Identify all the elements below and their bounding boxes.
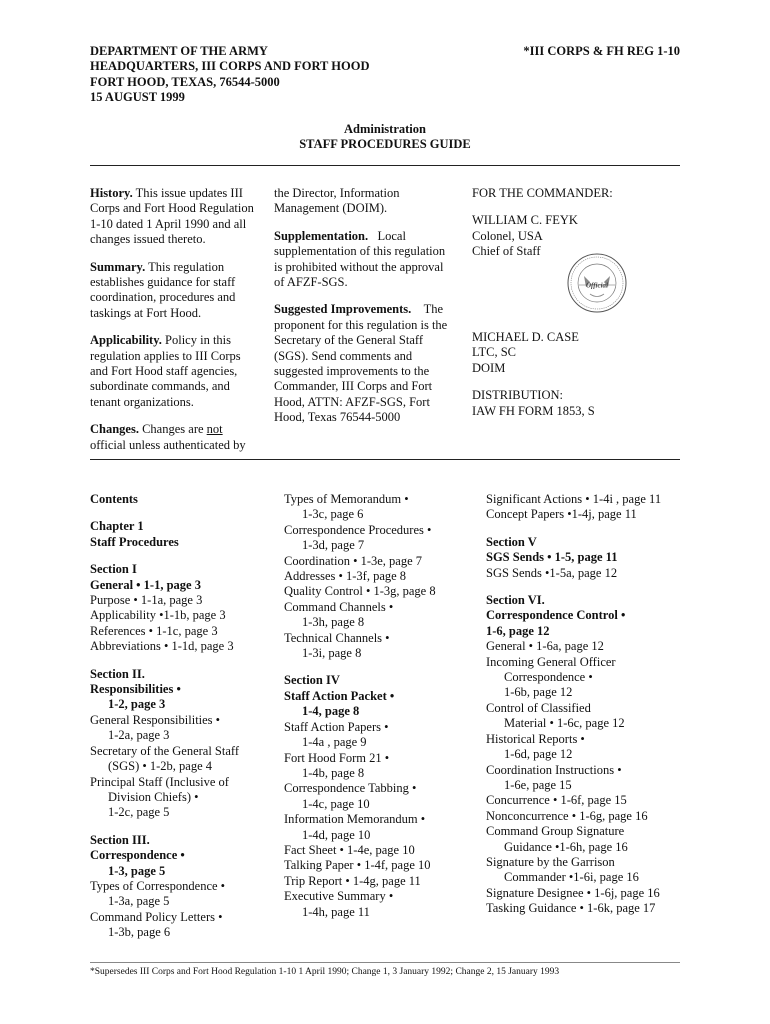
contents-spacer	[90, 550, 280, 562]
contents-entry: References • 1-1c, page 3	[90, 623, 218, 638]
contents-entry: General Responsibilities •	[90, 712, 221, 727]
contents-entry: Fort Hood Form 21 •	[284, 750, 390, 765]
contents-entry: Correspondence Tabbing •	[284, 781, 417, 796]
improvements-text: The	[423, 302, 443, 317]
letterhead-line: FORT HOOD, TEXAS, 76544-5000	[90, 74, 280, 89]
supplementation-label: Supplementation.	[274, 228, 369, 243]
contents-entry: Correspondence Procedures •	[284, 522, 432, 537]
contents-entry: 1-4b, page 8	[302, 765, 365, 780]
contents-entry: 1-3b, page 6	[108, 925, 171, 940]
contents-entry: Section VI.	[486, 593, 545, 608]
changes-text: Changes are	[142, 422, 204, 437]
contents-entry: Commander •1-6i, page 16	[504, 870, 639, 885]
contents-entry: Signature by the Garrison	[486, 854, 615, 869]
changes-not: not	[206, 422, 223, 437]
contents-entry: 1-3, page 5	[108, 863, 166, 878]
applicability-text: and Fort Hood staff agencies,	[90, 364, 238, 379]
contents-entry: 1-3i, page 8	[302, 646, 362, 661]
history-paragraph	[90, 186, 262, 248]
improvements-text: Commander, III Corps and Fort	[274, 379, 433, 394]
contents-entry: 1-2a, page 3	[108, 728, 170, 743]
applicability-label: Applicability.	[90, 333, 162, 348]
contents-entry: General • 1-6a, page 12	[486, 639, 604, 654]
contents-entry: SGS Sends •1-5a, page 12	[486, 565, 618, 580]
summary-column-3	[472, 186, 672, 260]
improvements-text: (SGS). Send comments and	[274, 348, 413, 363]
letterhead-date: 15 AUGUST 1999	[90, 90, 185, 105]
summary-column-3-lower	[472, 330, 672, 431]
contents-entry: Fact Sheet • 1-4e, page 10	[284, 842, 415, 857]
contents-entry: Abbreviations • 1-1d, page 3	[90, 639, 234, 654]
contents-entry: 1-6b, page 12	[504, 685, 573, 700]
contents-entry: Command Group Signature	[486, 824, 625, 839]
contents-entry: 1-4d, page 10	[302, 827, 371, 842]
doim-text: Management (DOIM).	[274, 201, 388, 216]
contents-column-1	[90, 492, 280, 941]
contents-entry: Command Policy Letters •	[90, 909, 223, 924]
contents-entry: General • 1-1, page 3	[90, 577, 201, 592]
contents-entry: Contents	[90, 492, 138, 506]
contents-entry: Incoming General Officer	[486, 654, 616, 669]
for-commander: FOR THE COMMANDER:	[472, 186, 613, 200]
supplementation-text: of AFZF-SGS.	[274, 275, 348, 290]
supplementation-text: is prohibited without the approval	[274, 259, 444, 274]
contents-entry: 1-2c, page 5	[108, 805, 170, 820]
signer-1-title: Chief of Staff	[472, 244, 541, 259]
contents-entry: 1-3a, page 5	[108, 894, 170, 909]
contents-entry: 1-4h, page 11	[302, 904, 370, 919]
signer-1-name: WILLIAM C. FEYK	[472, 213, 578, 228]
contents-entry: 1-3c, page 6	[302, 507, 364, 522]
contents-entry: 1-4, page 8	[302, 704, 360, 719]
doim-continuation	[274, 186, 459, 217]
contents-entry: Historical Reports •	[486, 731, 585, 746]
signer-1-rank: Colonel, USA	[472, 228, 543, 243]
summary-column-1	[90, 186, 262, 465]
improvements-paragraph	[274, 302, 459, 425]
contents-entry: 1-4a , page 9	[302, 735, 367, 750]
improvements-text: Secretary of the General Staff	[274, 333, 424, 348]
contents-entry: Quality Control • 1-3g, page 8	[284, 584, 436, 599]
divider-middle	[90, 459, 680, 460]
contents-spacer	[90, 507, 280, 519]
contents-spacer	[90, 655, 280, 667]
contents-entry: Control of Classified	[486, 700, 591, 715]
changes-paragraph	[90, 422, 262, 453]
signer-2-rank: LTC, SC	[472, 345, 517, 360]
contents-entry: 1-4c, page 10	[302, 796, 370, 811]
applicability-text: regulation applies to III Corps	[90, 348, 241, 363]
divider-top	[90, 165, 680, 166]
contents-entry: Correspondence Control •	[486, 608, 626, 623]
improvements-text: Hood, ATTN: AFZF-SGS, Fort	[274, 394, 430, 409]
contents-entry: Correspondence •	[90, 848, 185, 863]
contents-entry: 1-2, page 3	[108, 697, 166, 712]
divider-footnote	[90, 962, 680, 963]
summary-paragraph	[90, 260, 262, 322]
regulation-number: *III CORPS & FH REG 1-10	[523, 44, 680, 58]
letterhead-line: DEPARTMENT OF THE ARMY	[90, 44, 268, 58]
contents-entry: Section V	[486, 534, 537, 549]
contents-spacer	[486, 523, 680, 535]
contents-entry: Section II.	[90, 666, 145, 681]
history-text: This issue updates III	[135, 186, 243, 200]
contents-entry: Secretary of the General Staff	[90, 743, 240, 758]
contents-entry: Staff Procedures	[90, 534, 179, 549]
contents-entry: Concept Papers •1-4j, page 11	[486, 507, 637, 522]
contents-entry: Executive Summary •	[284, 889, 394, 904]
improvements-text: suggested improvements to the	[274, 364, 430, 379]
contents-entry: 1-6e, page 15	[504, 777, 572, 792]
contents-column-2	[284, 492, 474, 920]
contents-entry: Command Channels •	[284, 599, 394, 614]
summary-text: This regulation	[148, 259, 225, 274]
contents-entry: Nonconcurrence • 1-6g, page 16	[486, 808, 648, 823]
contents-entry: 1-6d, page 12	[504, 747, 573, 762]
contents-spacer	[486, 581, 680, 593]
contents-entry: Information Memorandum •	[284, 812, 426, 827]
contents-entry: Section III.	[90, 832, 150, 847]
supplementation-text: Local	[377, 228, 406, 243]
supersedes-footnote: *Supersedes III Corps and Fort Hood Regulation 1-10 1 April 1990; Change 1, 3 January 1992; Change 2, 15 January 1993	[90, 967, 560, 977]
contents-entry: 1-3d, page 7	[302, 538, 365, 553]
contents-entry: (SGS) • 1-2b, page 4	[108, 759, 213, 774]
distribution	[472, 388, 672, 419]
document-title: STAFF PROCEDURES GUIDE	[299, 137, 471, 152]
signer-2	[472, 330, 672, 376]
letterhead	[90, 44, 370, 106]
history-label: History.	[90, 186, 133, 200]
document-subject: Administration	[344, 122, 426, 136]
contents-entry: Concurrence • 1-6f, page 15	[486, 793, 627, 808]
contents-entry: Types of Memorandum •	[284, 492, 409, 506]
improvements-label: Suggested Improvements.	[274, 302, 412, 317]
contents-entry: Significant Actions • 1-4i , page 11	[486, 492, 662, 506]
contents-entry: Addresses • 1-3f, page 8	[284, 569, 407, 584]
contents-entry: Material • 1-6c, page 12	[504, 716, 625, 731]
summary-label: Summary.	[90, 259, 146, 274]
contents-entry: Staff Action Packet •	[284, 688, 395, 703]
improvements-text: proponent for this regulation is the	[274, 317, 448, 332]
contents-spacer	[90, 821, 280, 833]
contents-entry: Trip Report • 1-4g, page 11	[284, 873, 421, 888]
contents-entry: Section I	[90, 562, 137, 577]
contents-entry: Signature Designee • 1-6j, page 16	[486, 885, 660, 900]
history-text: 1-10 dated 1 April 1990 and all	[90, 216, 247, 231]
summary-text: coordination, procedures and	[90, 290, 236, 305]
contents-entry: Coordination Instructions •	[486, 762, 622, 777]
letterhead-line: HEADQUARTERS, III CORPS AND FORT HOOD	[90, 59, 370, 74]
official-seal-icon	[566, 252, 628, 314]
contents-entry: Principal Staff (Inclusive of	[90, 774, 229, 789]
contents-entry: Talking Paper • 1-4f, page 10	[284, 858, 431, 873]
contents-entry: Chapter 1	[90, 519, 144, 534]
contents-entry: Section IV	[284, 673, 340, 688]
signer-2-name: MICHAEL D. CASE	[472, 330, 579, 344]
supplementation-paragraph	[274, 229, 459, 291]
changes-text: official unless authenticated by	[90, 437, 246, 452]
contents-spacer	[284, 661, 474, 673]
supplementation-text: supplementation of this regulation	[274, 244, 446, 259]
improvements-text: Hood, Texas 76544-5000	[274, 410, 401, 425]
contents-entry: Guidance •1-6h, page 16	[504, 839, 628, 854]
contents-entry: Technical Channels •	[284, 630, 390, 645]
contents-entry: Coordination • 1-3e, page 7	[284, 553, 423, 568]
contents-entry: Types of Correspondence •	[90, 878, 226, 893]
contents-entry: Tasking Guidance • 1-6k, page 17	[486, 901, 656, 916]
applicability-paragraph	[90, 333, 262, 410]
contents-entry: Staff Action Papers •	[284, 719, 389, 734]
seal-text: Official	[585, 281, 609, 290]
history-text: changes issued thereto.	[90, 232, 206, 247]
contents-column-3	[486, 492, 680, 917]
contents-entry: Applicability •1-1b, page 3	[90, 608, 226, 623]
applicability-text: subordinate commands, and	[90, 379, 230, 394]
changes-label: Changes.	[90, 422, 139, 437]
applicability-text: tenant organizations.	[90, 394, 194, 409]
distribution-label: DISTRIBUTION:	[472, 388, 563, 403]
contents-entry: Division Chiefs) •	[108, 789, 199, 804]
contents-entry: 1-6, page 12	[486, 623, 550, 638]
signer-2-title: DOIM	[472, 360, 506, 375]
contents-entry: Responsibilities •	[90, 682, 181, 697]
summary-column-2	[274, 186, 459, 438]
document-title-block	[0, 122, 770, 153]
history-text: Corps and Fort Hood Regulation	[90, 201, 254, 216]
summary-text: taskings at Fort Hood.	[90, 305, 202, 320]
doim-text: the Director, Information	[274, 186, 400, 200]
contents-entry: 1-3h, page 8	[302, 615, 365, 630]
applicability-text: Policy in this	[165, 333, 232, 348]
contents-entry: Correspondence •	[504, 670, 593, 685]
summary-text: establishes guidance for staff	[90, 275, 236, 290]
distribution-value: IAW FH FORM 1853, S	[472, 403, 595, 418]
contents-entry: Purpose • 1-1a, page 3	[90, 593, 203, 608]
contents-entry: SGS Sends • 1-5, page 11	[486, 550, 618, 565]
